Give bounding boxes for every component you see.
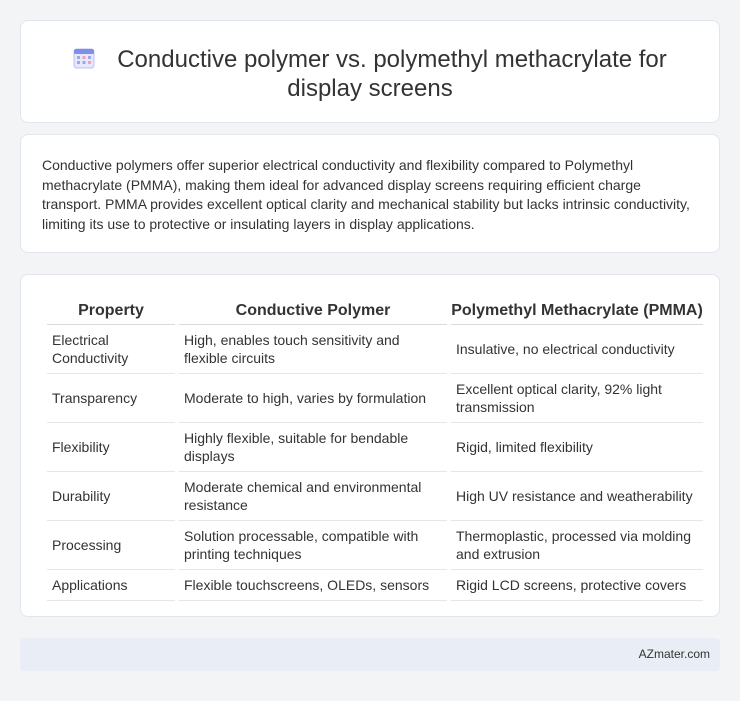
row-conductive-polymer: Moderate to high, varies by formulation: [179, 374, 447, 423]
summary-text: Conductive polymers offer superior electrical conductivity and flexibility compared to Polymethyl methacrylate (PMMA), making them ideal for advanced display screens requiring efficient charge transport. PMMA provides excellent optical clarity and mechanical stability but lacks intrinsic conductivity, limiting its use to protective or insulating layers in display applications.: [42, 157, 690, 232]
row-conductive-polymer: Highly flexible, suitable for bendable displays: [179, 423, 447, 472]
comparison-table-card: [20, 274, 720, 617]
row-property: Electrical Conductivity: [47, 325, 175, 374]
calendar-grid-icon: [73, 47, 95, 69]
row-property: Durability: [47, 472, 175, 521]
page-title: Conductive polymer vs. polymethyl methacrylate for display screens: [117, 46, 667, 102]
footer-site-link[interactable]: AZmater.com: [638, 647, 710, 661]
title-card: [20, 20, 720, 123]
table-row: [47, 570, 703, 601]
row-pmma: Thermoplastic, processed via molding and extrusion: [451, 521, 703, 570]
summary-card: [20, 134, 720, 253]
row-pmma: Rigid LCD screens, protective covers: [451, 570, 703, 601]
row-conductive-polymer: Flexible touchscreens, OLEDs, sensors: [179, 570, 447, 601]
page-title-wrap: [21, 45, 719, 103]
row-pmma: Insulative, no electrical conductivity: [451, 325, 703, 374]
table-row: [47, 521, 703, 570]
row-conductive-polymer: Solution processable, compatible with printing techniques: [179, 521, 447, 570]
table-row: [47, 374, 703, 423]
row-pmma: Excellent optical clarity, 92% light transmission: [451, 374, 703, 423]
row-pmma: High UV resistance and weatherability: [451, 472, 703, 521]
table-row: [47, 423, 703, 472]
row-conductive-polymer: High, enables touch sensitivity and flexible circuits: [179, 325, 447, 374]
comparison-table: [43, 295, 707, 601]
table-row: [47, 325, 703, 374]
footer-bar: [20, 638, 720, 671]
header-conductive-polymer: Conductive Polymer: [179, 295, 447, 325]
row-property: Transparency: [47, 374, 175, 423]
row-pmma: Rigid, limited flexibility: [451, 423, 703, 472]
row-conductive-polymer: Moderate chemical and environmental resistance: [179, 472, 447, 521]
table-row: [47, 472, 703, 521]
row-property: Applications: [47, 570, 175, 601]
header-pmma: Polymethyl Methacrylate (PMMA): [451, 295, 703, 325]
table-header-row: [47, 295, 703, 325]
row-property: Processing: [47, 521, 175, 570]
header-property: Property: [47, 295, 175, 325]
row-property: Flexibility: [47, 423, 175, 472]
